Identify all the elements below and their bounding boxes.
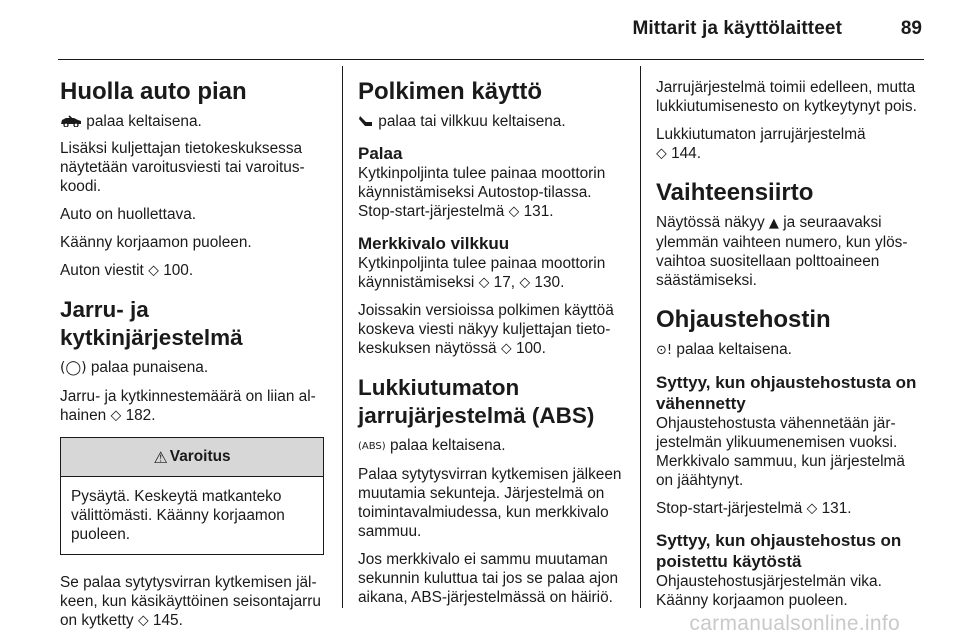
subsection-title-reduced: Syttyy, kun ohjaustehostusta on vähennetty [656, 373, 917, 413]
column-3 [656, 62, 924, 619]
car-service-icon [60, 113, 86, 130]
power-steering-icon: ⊙! [656, 343, 673, 358]
abs-icon: (ABS) [358, 441, 386, 452]
page-ref-arrow-icon: ⬦ [519, 273, 531, 291]
fluid-level-text: Jarru- ja kytkinnestemäärä on liian alhainen [60, 388, 316, 424]
page-ref-arrow-icon: ⬦ [137, 611, 149, 629]
page-ref-link[interactable]: 17, [493, 274, 516, 291]
pedal-on-text: Kytkinpoljinta tulee painaa moottorin käynnistämiseksi Autostop-tilassa. Stop-start-järjestelmä [358, 165, 606, 220]
warning-body: Pysäytä. Keskeytä matkanteko välittömästi. Käänny korjaamon puoleen. [71, 488, 285, 543]
warning-triangle-icon: ⚠ [153, 447, 168, 467]
page-ref-link[interactable]: 100. [515, 340, 546, 357]
subsection-title-disabled: Syttyy, kun ohjaustehostus on poistettu käytöstä [656, 531, 902, 571]
section-title-gear-shift: Vaihteensiirto [656, 179, 814, 206]
subsection-title-flashing: Merkkivalo vilkkuu [358, 234, 510, 253]
parking-brake-text: Se palaa sytytysvirran kytkemisen jälkeen, kun käsikäyttöinen seisontajarru on kytketty [60, 574, 321, 629]
brake-lamp-color: palaa punaisena. [90, 359, 209, 376]
page-ref-link[interactable]: 130. [534, 274, 565, 291]
gear-shift-text-b: ja seuraavaksi ylemmän vaihteen numero, kun ylösvaihtoa suositellaan polttoaineen säästämiseksi. [656, 214, 908, 289]
service-needed-text: Auto on huollettava. [60, 206, 197, 223]
warning-header [61, 438, 323, 477]
page-ref-link[interactable]: 131. [821, 500, 852, 517]
brake-warning-icon: (◯) [60, 360, 87, 376]
page-ref-link[interactable]: 182. [125, 407, 156, 424]
section-title-brake-clutch: Jarru- ja kytkinjärjestelmä [60, 297, 243, 350]
steering-fault-text: Ohjaustehostusjärjestelmän vika. Käänny korjaamon puoleen. [656, 573, 882, 609]
pedal-icon [358, 113, 378, 130]
service-workshop-text: Käänny korjaamon puoleen. [60, 234, 252, 251]
service-lamp-color: palaa keltaisena. [86, 113, 202, 130]
section-title-pedal: Polkimen käyttö [358, 78, 543, 105]
vehicle-messages-text: Auton viestit [60, 262, 144, 279]
page-ref-arrow-icon: ⬦ [656, 144, 667, 162]
header-divider [58, 59, 924, 60]
pedal-flashing-text: Kytkinpoljinta tulee painaa moottorin käynnistämiseksi [358, 255, 606, 291]
page-ref-link[interactable]: 100. [163, 262, 194, 279]
page-header [0, 0, 960, 62]
abs-lamp-color: palaa keltaisena. [389, 437, 506, 454]
warning-box [60, 437, 324, 555]
brake-still-works-text: Jarrujärjestelmä toimii edelleen, mutta lukkiutumisenesto on kytkeytynyt pois. [656, 79, 917, 115]
subsection-title-on: Palaa [358, 144, 403, 163]
gear-shift-text-a: Näytössä näkyy [656, 214, 765, 231]
page-ref-arrow-icon: ⬦ [110, 406, 122, 424]
pedal-message-text: Joissakin versioissa polkimen käyttöä koskeva viesti näkyy kuljettajan tietokeskuksen näytössä [358, 302, 614, 357]
steering-reduced-text: Ohjaustehostusta vähennetään järjestelmän ylikuumenemisen vuoksi. Merkkivalo sammuu, kun järjestelmä on jäähtynyt. [656, 415, 905, 489]
section-title-power-steering: Ohjaustehostin [656, 306, 831, 333]
page-ref-arrow-icon: ⬦ [806, 499, 818, 517]
section-title-service: Huolla auto pian [60, 78, 247, 105]
upshift-arrow-icon: ▲ [768, 216, 779, 231]
stop-start-text: Stop-start-järjestelmä [656, 500, 803, 517]
page-number: 89 [900, 18, 922, 39]
page-ref-arrow-icon: ⬦ [500, 339, 512, 357]
page-ref-link[interactable]: 131. [523, 203, 554, 220]
service-message-text: Lisäksi kuljettajan tietokeskuksessa näytetään varoitusviesti tai varoituskoodi. [60, 140, 305, 195]
page-ref-arrow-icon: ⬦ [148, 261, 159, 279]
page-ref-link[interactable]: 145. [152, 612, 183, 629]
pedal-lamp-color: palaa tai vilkkuu keltaisena. [378, 113, 566, 130]
abs-startup-text: Palaa sytytysvirran kytkemisen jälkeen muutamia sekunteja. Järjestelmä on toimintavalmiudessa, kun merkkivalo sammuu. [358, 466, 622, 540]
chapter-title: Mittarit ja käyttölaitteet [632, 18, 842, 39]
page-ref-arrow-icon: ⬦ [508, 202, 520, 220]
watermark: carmanualsonline.info [689, 612, 900, 635]
column-divider-1 [342, 66, 343, 608]
page-ref-arrow-icon: ⬦ [478, 273, 490, 291]
abs-ref-text: Lukkiutumaton jarrujärjestelmä [656, 126, 866, 143]
steering-lamp-color: palaa keltaisena. [676, 341, 792, 358]
page-ref-link[interactable]: 144. [671, 145, 702, 162]
warning-title: Varoitus [169, 448, 231, 465]
column-divider-2 [640, 66, 641, 608]
column-1 [60, 62, 326, 639]
column-2 [358, 62, 626, 616]
abs-fault-text: Jos merkkivalo ei sammu muutaman sekunnin kuluttua tai jos se palaa ajon aikana, ABS-järjestelmässä on häiriö. [358, 551, 619, 606]
section-title-abs: Lukkiutumaton jarrujärjestelmä (ABS) [358, 375, 595, 428]
